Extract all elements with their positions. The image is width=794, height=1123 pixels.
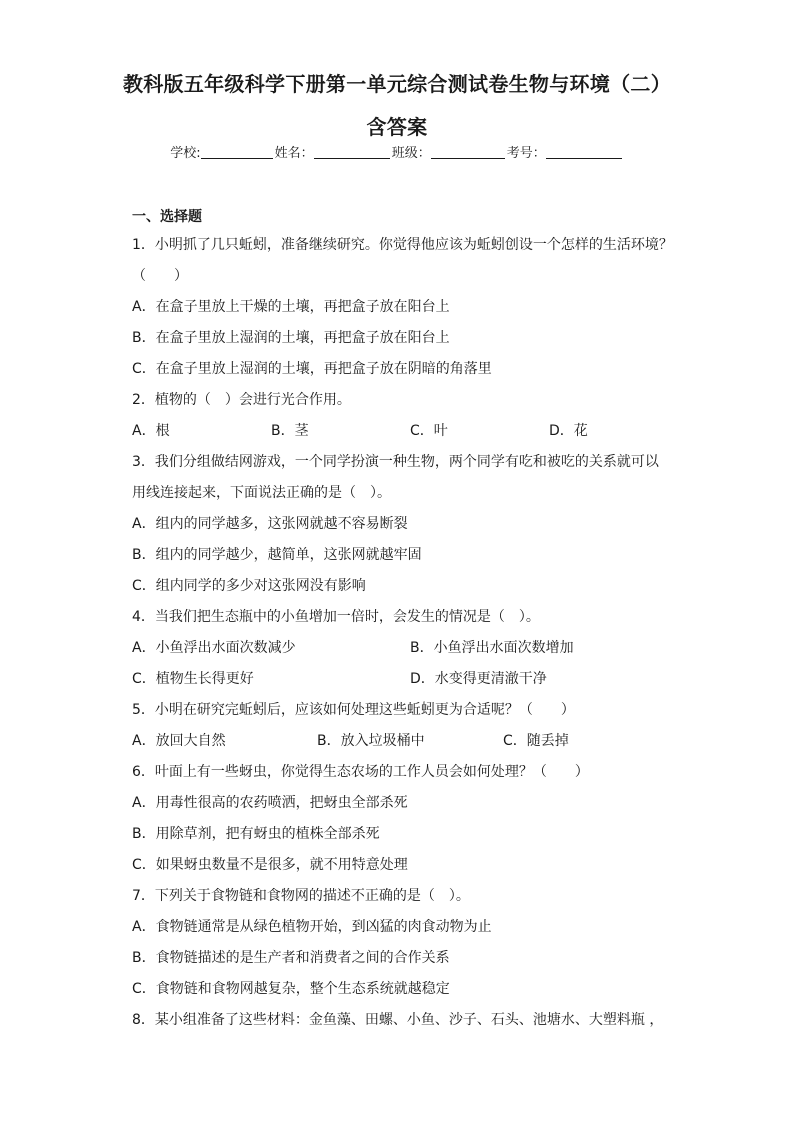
question-6-option-b: B．用除草剂，把有蚜虫的植株全部杀死	[132, 826, 380, 842]
question-4-options-row1	[132, 633, 734, 664]
question-4-option-d: D．水变得更清澈干净	[410, 671, 547, 687]
name-blank	[314, 144, 390, 159]
section-heading: 一、选择题	[132, 209, 202, 225]
question-5-option-a: A．放回大自然	[132, 733, 226, 749]
question-3-option-a: A．组内的同学越多，这张网就越不容易断裂	[132, 516, 408, 532]
student-info-row	[0, 142, 794, 161]
question-1-option-c: C．在盒子里放上湿润的土壤，再把盒子放在阴暗的角落里	[132, 361, 492, 377]
question-3-stem-continued: 用线连接起来，下面说法正确的是（ ）。	[132, 485, 391, 501]
name-label: 姓名：	[274, 146, 314, 161]
question-4-option-c: C．植物生长得更好	[132, 671, 254, 687]
question-2-stem: 2．植物的（ ）会进行光合作用。	[132, 392, 351, 408]
question-2-option-c: C．叶	[410, 423, 448, 439]
question-4-options-row2	[132, 664, 734, 695]
question-7-option-a: A．食物链通常是从绿色植物开始，到凶猛的肉食动物为止	[132, 919, 492, 935]
school-label: 学校:	[170, 146, 201, 161]
question-1-stem-continued: （ ）	[132, 268, 188, 284]
page-title-continued: 含答案	[366, 115, 428, 139]
question-5-option-c: C．随丢掉	[503, 733, 569, 749]
question-6-option-a: A．用毒性很高的农药喷洒，把蚜虫全部杀死	[132, 795, 408, 811]
exam-no-blank	[546, 144, 622, 159]
question-5-options	[132, 726, 734, 757]
question-4-option-b: B．小鱼浮出水面次数增加	[410, 640, 574, 656]
question-8-stem: 8．某小组准备了这些材料：金鱼藻、田螺、小鱼、沙子、石头、池塘水、大塑料瓶 ，	[132, 1012, 664, 1028]
question-4-option-a: A．小鱼浮出水面次数减少	[132, 640, 296, 656]
question-1-stem: 1．小明抓了几只蚯蚓，准备继续研究。你觉得他应该为蚯蚓创设一个怎样的生活环境？	[132, 237, 673, 253]
question-6-option-c: C．如果蚜虫数量不是很多，就不用特意处理	[132, 857, 408, 873]
question-7-stem: 7．下列关于食物链和食物网的描述不正确的是（ ）。	[132, 888, 470, 904]
exam-no-label: 考号：	[506, 146, 546, 161]
question-7-option-b: B．食物链描述的是生产者和消费者之间的合作关系	[132, 950, 450, 966]
class-label: 班级：	[391, 146, 431, 161]
question-1-option-b: B．在盒子里放上湿润的土壤，再把盒子放在阳台上	[132, 330, 450, 346]
question-3-option-c: C．组内同学的多少对这张网没有影响	[132, 578, 366, 594]
question-1-option-a: A．在盒子里放上干燥的土壤，再把盒子放在阳台上	[132, 299, 450, 315]
question-6-stem: 6．叶面上有一些蚜虫，你觉得生态农场的工作人员会如何处理？（ ）	[132, 764, 589, 780]
question-3-option-b: B．组内的同学越少，越简单，这张网就越牢固	[132, 547, 422, 563]
school-blank	[201, 144, 273, 159]
question-5-option-b: B．放入垃圾桶中	[317, 733, 425, 749]
question-5-stem: 5．小明在研究完蚯蚓后，应该如何处理这些蚯蚓更为合适呢？（ ）	[132, 702, 575, 718]
question-2-options	[132, 416, 734, 447]
question-2-option-b: B．茎	[271, 423, 309, 439]
question-4-stem: 4．当我们把生态瓶中的小鱼增加一倍时，会发生的情况是（ ）。	[132, 609, 540, 625]
question-list	[132, 204, 734, 1036]
question-7-option-c: C．食物链和食物网越复杂，整个生态系统就越稳定	[132, 981, 450, 997]
page-title: 教科版五年级科学下册第一单元综合测试卷生物与环境（二）	[122, 72, 672, 96]
question-3-stem: 3．我们分组做结网游戏，一个同学扮演一种生物，两个同学有吃和被吃的关系就可以	[132, 454, 659, 470]
question-2-option-d: D．花	[549, 423, 588, 439]
question-2-option-a: A．根	[132, 423, 170, 439]
class-blank	[431, 144, 505, 159]
